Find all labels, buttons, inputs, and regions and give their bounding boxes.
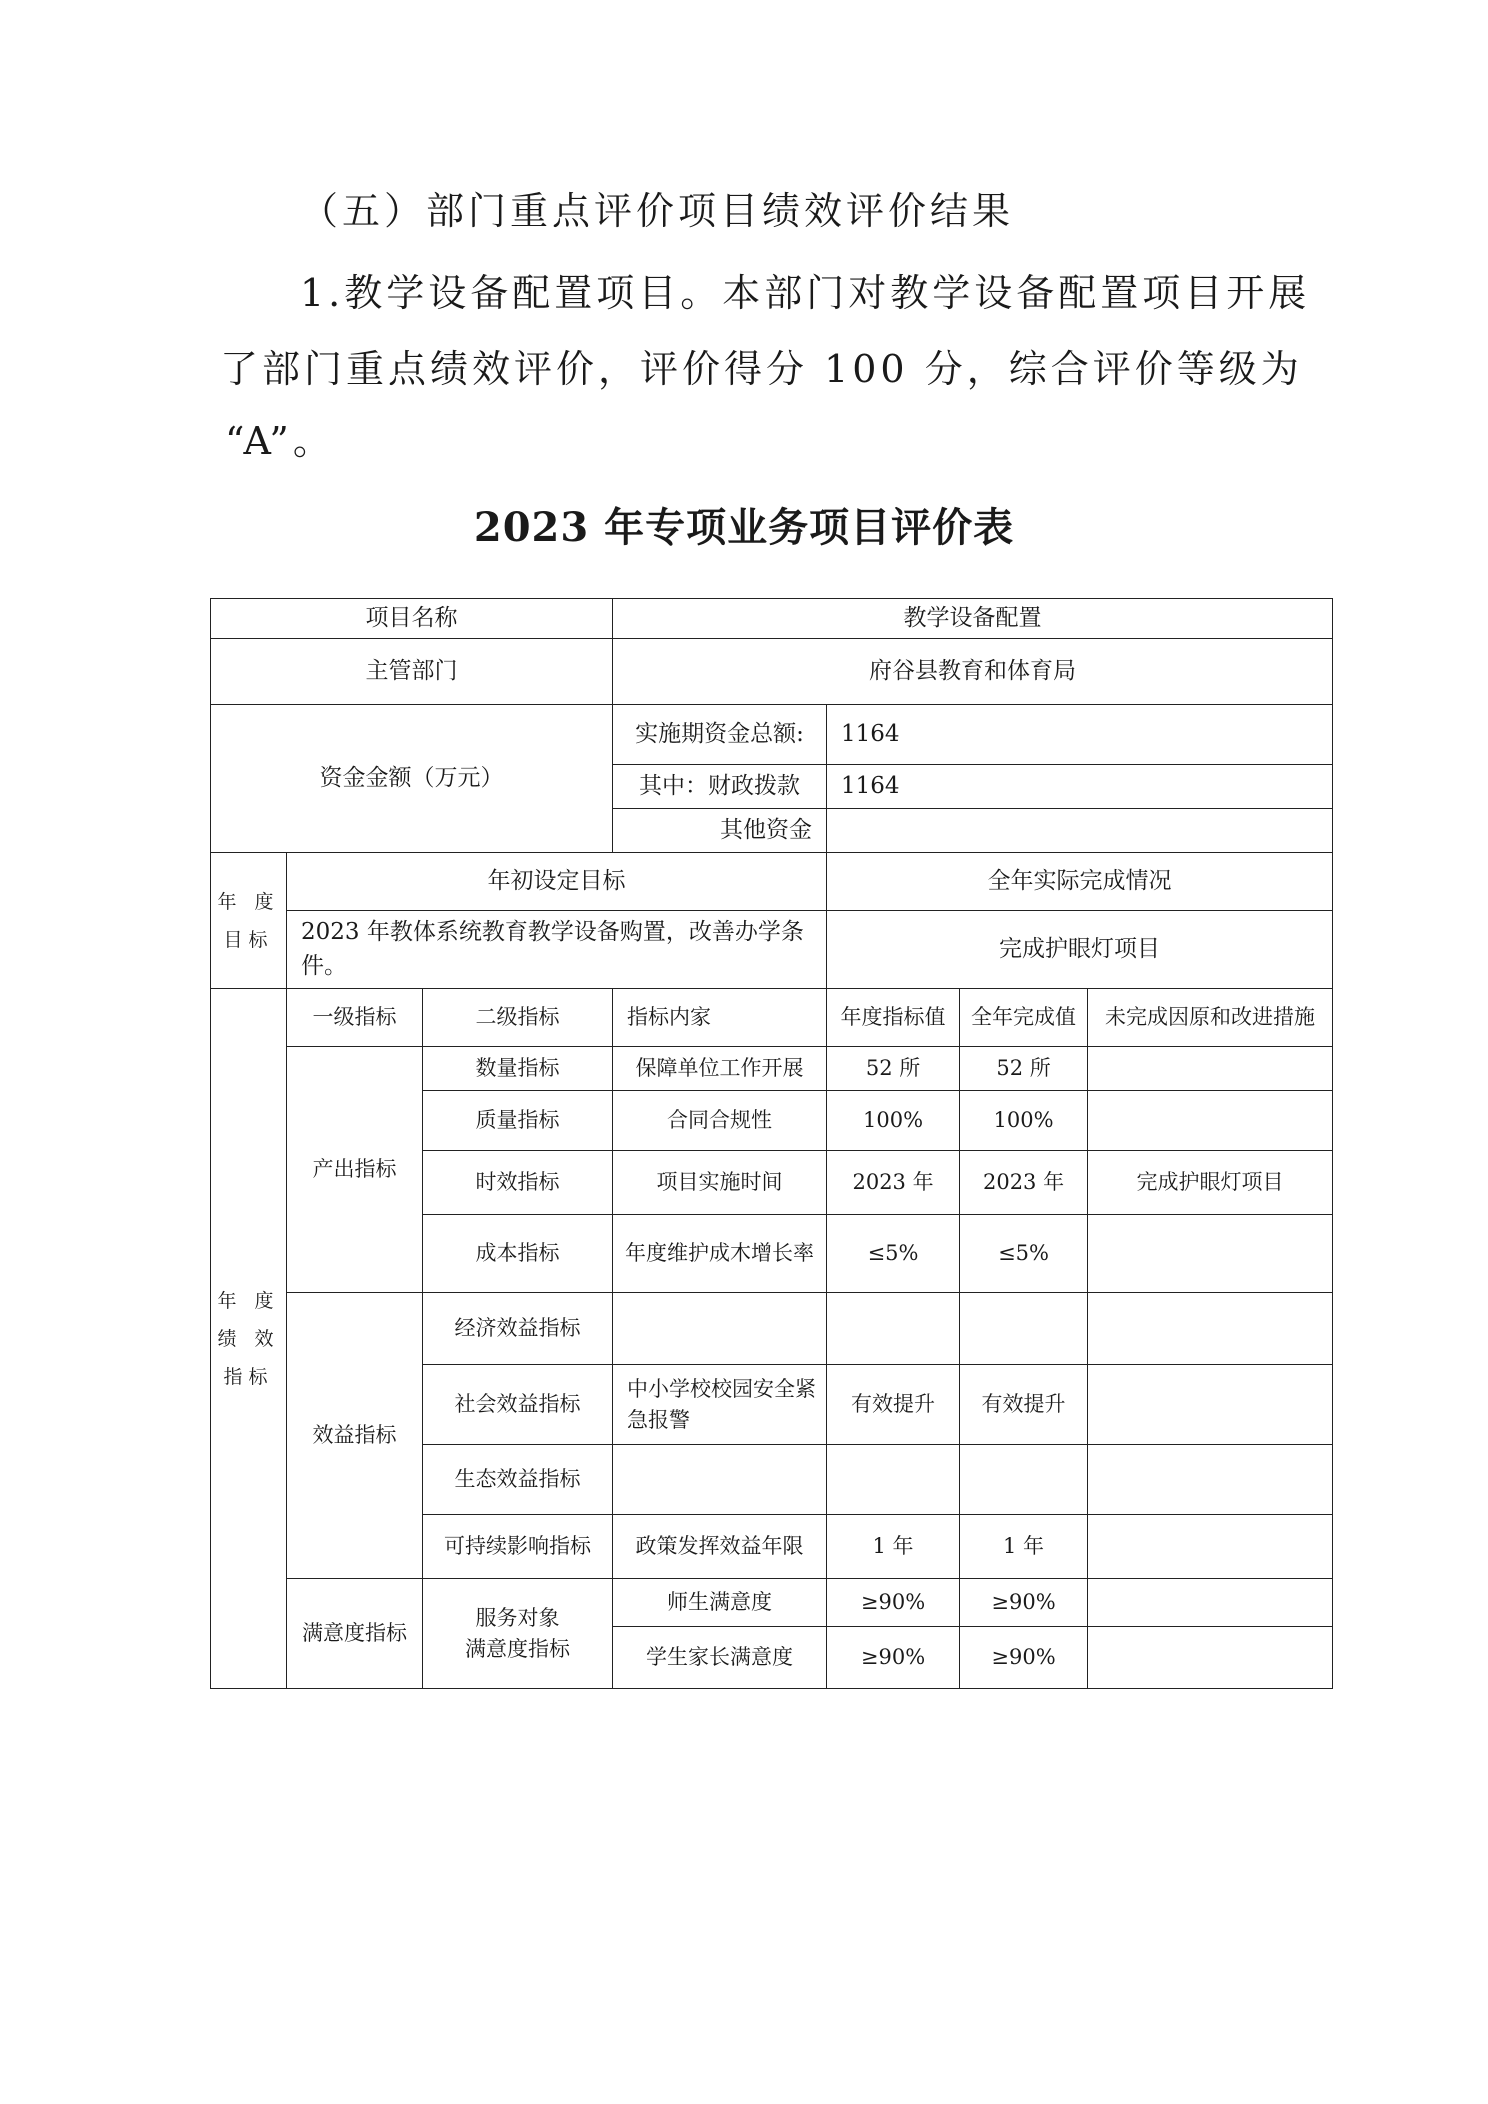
actual-completion: 完成护眼灯项目 bbox=[827, 911, 1333, 989]
table-row-remark bbox=[1088, 1579, 1333, 1627]
table-row-actual: 1 年 bbox=[960, 1515, 1088, 1579]
other-funds-value bbox=[827, 809, 1333, 853]
dept-label: 主管部门 bbox=[211, 639, 613, 705]
table-row-sub: 可持续影响指标 bbox=[423, 1515, 613, 1579]
table-row-actual: 52 所 bbox=[960, 1047, 1088, 1091]
table-row-remark bbox=[1088, 1091, 1333, 1151]
funds-label: 资金金额（万元） bbox=[211, 705, 613, 853]
satisfaction-sub: 服务对象 满意度指标 bbox=[423, 1579, 613, 1689]
table-row-sub: 质量指标 bbox=[423, 1091, 613, 1151]
table-row-sub: 时效指标 bbox=[423, 1151, 613, 1215]
table-row-content: 政策发挥效益年限 bbox=[613, 1515, 827, 1579]
col-header-target: 年度指标值 bbox=[827, 989, 960, 1047]
group-benefit: 效益指标 bbox=[287, 1293, 423, 1579]
annual-performance-label: 年 度 绩 效 指标 bbox=[211, 989, 287, 1689]
evaluation-table bbox=[210, 598, 1333, 1689]
table-row-remark bbox=[1088, 1515, 1333, 1579]
table-row-actual bbox=[960, 1293, 1088, 1365]
annual-goal-label: 年 度 目标 bbox=[211, 853, 287, 989]
table-row-target bbox=[827, 1293, 960, 1365]
table-row-content: 学生家长满意度 bbox=[613, 1627, 827, 1689]
total-funds-value: 1164 bbox=[827, 705, 1333, 765]
initial-goal: 2023 年教体系统教育教学设备购置，改善办学条件。 bbox=[287, 911, 827, 989]
col-header-actual: 全年完成值 bbox=[960, 989, 1088, 1047]
table-row-content: 年度维护成木增长率 bbox=[613, 1215, 827, 1293]
group-satisfaction: 满意度指标 bbox=[287, 1579, 423, 1689]
initial-goal-header: 年初设定目标 bbox=[287, 853, 827, 911]
total-funds-label: 实施期资金总额: bbox=[613, 705, 827, 765]
dept-value: 府谷县教育和体育局 bbox=[613, 639, 1333, 705]
paragraph-line-2: 了部门重点绩效评价，评价得分 100 分，综合评价等级为 bbox=[220, 347, 1303, 391]
table-row-sub: 生态效益指标 bbox=[423, 1445, 613, 1515]
table-row-target: 2023 年 bbox=[827, 1151, 960, 1215]
table-row-remark bbox=[1088, 1215, 1333, 1293]
paragraph-line-3: “A”。 bbox=[225, 419, 335, 463]
table-row-target: 52 所 bbox=[827, 1047, 960, 1091]
table-row-actual: 2023 年 bbox=[960, 1151, 1088, 1215]
table-row-content: 师生满意度 bbox=[613, 1579, 827, 1627]
col-header-level2: 二级指标 bbox=[423, 989, 613, 1047]
table-row-target: ≥90% bbox=[827, 1579, 960, 1627]
table-row-target: 1 年 bbox=[827, 1515, 960, 1579]
project-name-value: 教学设备配置 bbox=[613, 599, 1333, 639]
group-output: 产出指标 bbox=[287, 1047, 423, 1293]
table-row-target: 有效提升 bbox=[827, 1365, 960, 1445]
table-row-content: 中小学校校园安全紧急报警 bbox=[613, 1365, 827, 1445]
table-row-actual: ≤5% bbox=[960, 1215, 1088, 1293]
col-header-remark: 未完成因原和改进措施 bbox=[1088, 989, 1333, 1047]
table-row-content: 合同合规性 bbox=[613, 1091, 827, 1151]
table-row-sub: 数量指标 bbox=[423, 1047, 613, 1091]
table-row-sub: 成本指标 bbox=[423, 1215, 613, 1293]
table-row-actual: ≥90% bbox=[960, 1579, 1088, 1627]
table-row-actual: 有效提升 bbox=[960, 1365, 1088, 1445]
table-row-sub: 社会效益指标 bbox=[423, 1365, 613, 1445]
table-row-remark bbox=[1088, 1365, 1333, 1445]
paragraph-line-1: 1.教学设备配置项目。本部门对教学设备配置项目开展 bbox=[300, 271, 1311, 315]
fiscal-funds-label: 其中：财政拨款 bbox=[613, 765, 827, 809]
table-title: 2023 年专项业务项目评价表 bbox=[473, 504, 1015, 551]
table-row-actual bbox=[960, 1445, 1088, 1515]
actual-completion-header: 全年实际完成情况 bbox=[827, 853, 1333, 911]
table-row-content: 保障单位工作开展 bbox=[613, 1047, 827, 1091]
table-row-target: ≥90% bbox=[827, 1627, 960, 1689]
col-header-content: 指标内家 bbox=[613, 989, 827, 1047]
table-row-remark: 完成护眼灯项目 bbox=[1088, 1151, 1333, 1215]
col-header-level1: 一级指标 bbox=[287, 989, 423, 1047]
table-row-actual: 100% bbox=[960, 1091, 1088, 1151]
table-row-actual: ≥90% bbox=[960, 1627, 1088, 1689]
table-row-content bbox=[613, 1445, 827, 1515]
fiscal-funds-value: 1164 bbox=[827, 765, 1333, 809]
table-row-content bbox=[613, 1293, 827, 1365]
table-row-remark bbox=[1088, 1627, 1333, 1689]
table-row-content: 项目实施时间 bbox=[613, 1151, 827, 1215]
table-row-target bbox=[827, 1445, 960, 1515]
project-name-label: 项目名称 bbox=[211, 599, 613, 639]
table-row-remark bbox=[1088, 1047, 1333, 1091]
section-heading: （五）部门重点评价项目绩效评价结果 bbox=[300, 189, 1015, 233]
table-row-sub: 经济效益指标 bbox=[423, 1293, 613, 1365]
table-row-remark bbox=[1088, 1293, 1333, 1365]
other-funds-label: 其他资金 bbox=[613, 809, 827, 853]
table-row-remark bbox=[1088, 1445, 1333, 1515]
table-row-target: 100% bbox=[827, 1091, 960, 1151]
table-row-target: ≤5% bbox=[827, 1215, 960, 1293]
